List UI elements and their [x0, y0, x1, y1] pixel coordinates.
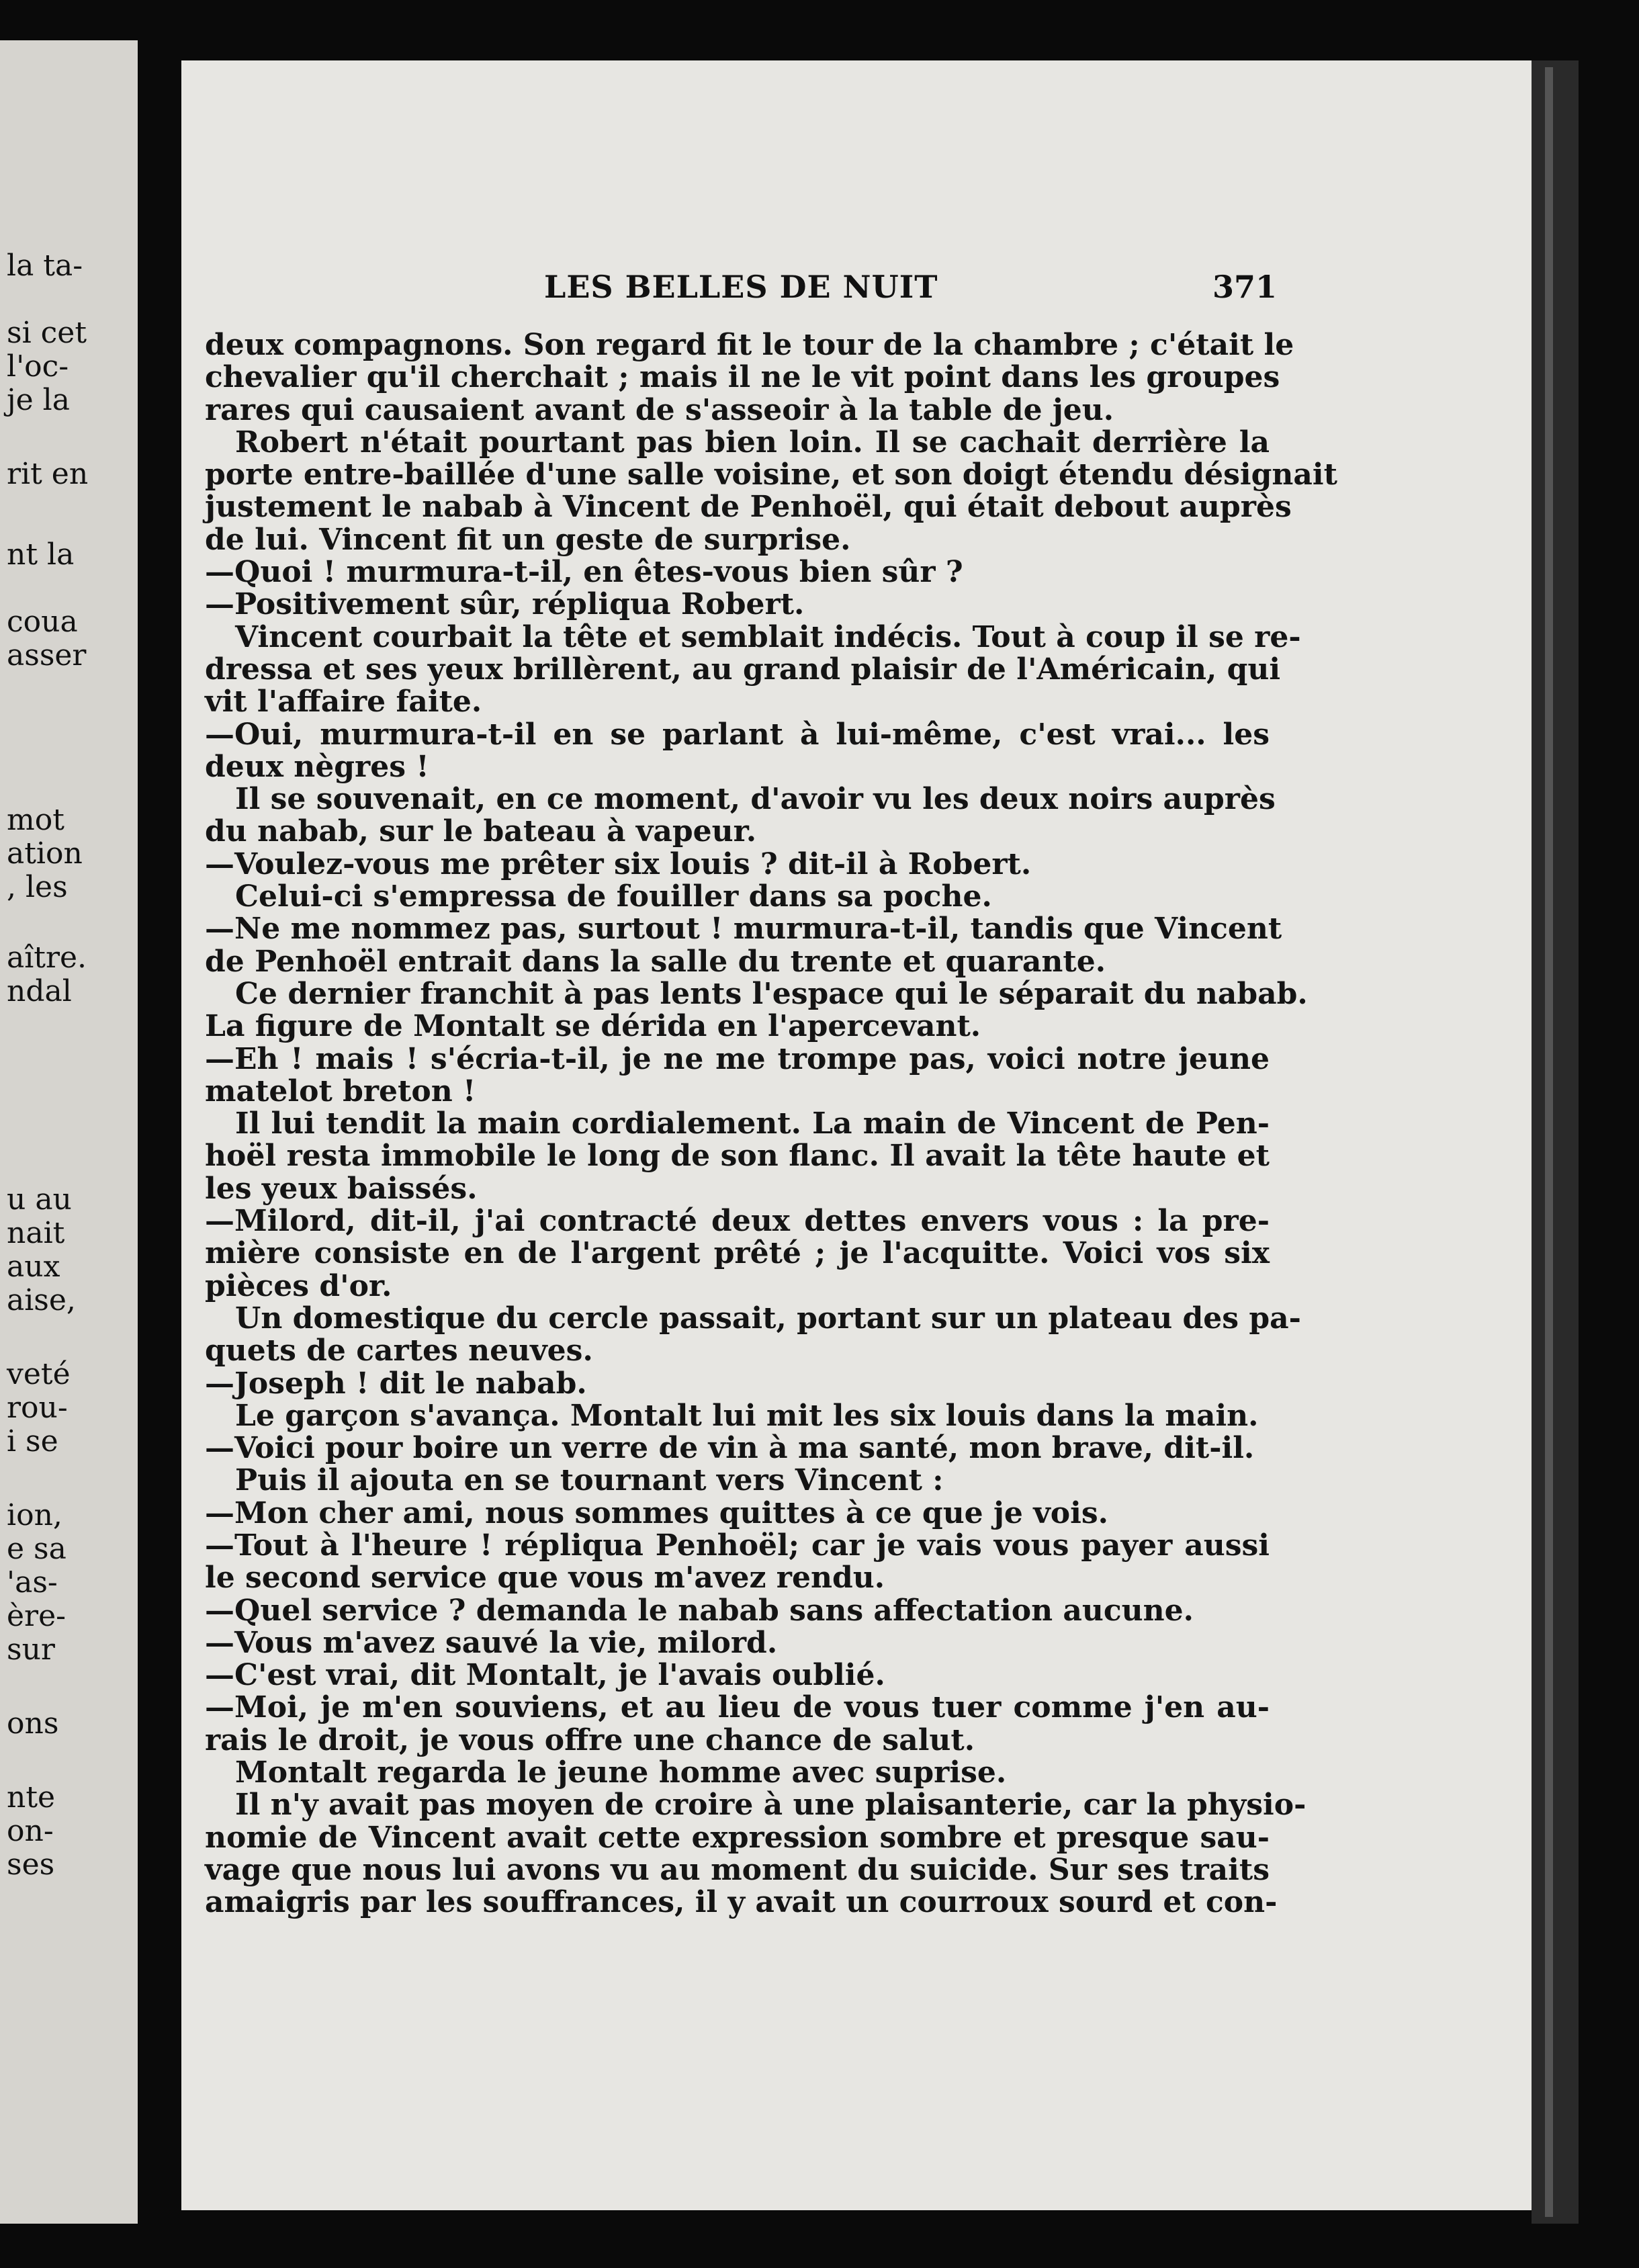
facing-page-fragment: si cet	[7, 316, 87, 350]
facing-page-fragment: , les	[7, 870, 68, 904]
facing-page-fragment: asser	[7, 638, 87, 672]
text-line: Celui-ci s'empressa de fouiller dans sa poche.	[235, 879, 992, 914]
facing-page-fragment: aise,	[7, 1283, 76, 1317]
text-line: Le garçon s'avança. Montalt lui mit les six louis dans la main.	[235, 1398, 1259, 1433]
page-stack-edge	[1532, 60, 1579, 2224]
text-line: quets de cartes neuves.	[205, 1334, 593, 1368]
text-line: mière consiste en de l'argent prêté ; je l'acquitte. Voici vos six	[205, 1236, 1270, 1271]
facing-page-edge	[0, 40, 138, 2224]
text-line: Vincent courbait la tête et semblait indécis. Tout à coup il se re-	[235, 619, 1301, 654]
text-line: Un domestique du cercle passait, portant sur un plateau des pa-	[235, 1301, 1301, 1336]
text-line: amaigris par les souffrances, il y avait un courroux sourd et con-	[205, 1885, 1278, 1920]
facing-page-fragment: 'as-	[7, 1565, 58, 1600]
facing-page-fragment: aux	[7, 1250, 60, 1284]
text-line: —Milord, dit-il, j'ai contracté deux dettes envers vous : la pre-	[205, 1204, 1270, 1239]
text-line: —Voici pour boire un verre de vin à ma santé, mon brave, dit-il.	[205, 1431, 1255, 1466]
text-line: Il lui tendit la main cordialement. La main de Vincent de Pen-	[235, 1106, 1270, 1141]
text-line: le second service que vous m'avez rendu.	[205, 1561, 885, 1596]
text-line: vage que nous lui avons vu au moment du suicide. Sur ses traits	[205, 1852, 1270, 1887]
text-line: La figure de Montalt se dérida en l'apercevant.	[205, 1009, 981, 1044]
facing-page-fragment: ndal	[7, 974, 72, 1008]
text-line: —Ne me nommez pas, surtout ! murmura-t-il, tandis que Vincent	[205, 912, 1282, 947]
text-line: —Eh ! mais ! s'écria-t-il, je ne me trompe pas, voici notre jeune	[205, 1041, 1270, 1076]
facing-page-fragment: aître.	[7, 941, 87, 975]
text-line: —Mon cher ami, nous sommes quittes à ce que je vois.	[205, 1495, 1108, 1530]
text-line: vit l'affaire faite.	[205, 685, 482, 719]
facing-page-fragment: ses	[7, 1847, 55, 1882]
facing-page-fragment: ère-	[7, 1599, 66, 1633]
text-line: chevalier qu'il cherchait ; mais il ne le vit point dans les groupes	[205, 360, 1280, 395]
text-line: rares qui causaient avant de s'asseoir à la table de jeu.	[205, 392, 1114, 427]
facing-page-fragment: i se	[7, 1424, 58, 1458]
text-line: matelot breton !	[205, 1074, 476, 1108]
page-body-text	[205, 328, 1337, 1920]
facing-page-fragment: sur	[7, 1632, 55, 1667]
facing-page-fragment: u au	[7, 1182, 72, 1217]
text-line: de Penhoël entrait dans la salle du trente et quarante.	[205, 944, 1106, 979]
text-line: pièces d'or.	[205, 1268, 392, 1303]
facing-page-fragment: nait	[7, 1216, 65, 1250]
text-line: nomie de Vincent avait cette expression sombre et presque sau-	[205, 1820, 1270, 1855]
text-line: —Tout à l'heure ! répliqua Penhoël; car je vais vous payer aussi	[205, 1528, 1270, 1563]
facing-page-fragment: mot	[7, 803, 64, 837]
text-line: Ce dernier franchit à pas lents l'espace qui le séparait du nabab.	[235, 976, 1308, 1011]
facing-page-fragment: ons	[7, 1706, 59, 1741]
text-line: Puis il ajouta en se tournant vers Vincent :	[235, 1463, 944, 1498]
page-stack-edge-line	[1545, 67, 1553, 2217]
facing-page-fragment: ation	[7, 836, 83, 871]
text-line: Il n'y avait pas moyen de croire à une plaisanterie, car la physio-	[235, 1788, 1306, 1823]
text-line: hoël resta immobile le long de son flanc. Il avait la tête haute et	[205, 1139, 1270, 1174]
facing-page-fragment: l'oc-	[7, 349, 69, 384]
facing-page-fragment: la ta-	[7, 249, 83, 283]
text-line: —Vous m'avez sauvé la vie, milord.	[205, 1625, 778, 1660]
text-line: —Oui, murmura-t-il en se parlant à lui-même, c'est vrai... les	[205, 717, 1270, 752]
text-line: deux compagnons. Son regard fit le tour de la chambre ; c'était le	[205, 328, 1294, 362]
text-line: Robert n'était pourtant pas bien loin. Il se cachait derrière la	[235, 425, 1270, 460]
text-line: rais le droit, je vous offre une chance de salut.	[205, 1722, 975, 1757]
text-line: —Quoi ! murmura-t-il, en êtes-vous bien sûr ?	[205, 555, 963, 590]
text-line: —Joseph ! dit le nabab.	[205, 1366, 587, 1401]
text-line: Il se souvenait, en ce moment, d'avoir vu les deux noirs auprès	[235, 782, 1276, 817]
facing-page-fragment: veté	[7, 1357, 71, 1391]
text-line: Montalt regarda le jeune homme avec suprise.	[235, 1755, 1007, 1790]
facing-page-fragment: nt la	[7, 537, 75, 572]
facing-page-fragment: je la	[7, 383, 70, 417]
text-line: justement le nabab à Vincent de Penhoël, qui était debout auprès	[205, 490, 1292, 525]
facing-page-fragment: ion,	[7, 1498, 62, 1532]
facing-page-fragment: rit en	[7, 457, 89, 491]
text-line: deux nègres !	[205, 749, 429, 784]
text-line: les yeux baissés.	[205, 1171, 478, 1206]
text-line: —Positivement sûr, répliqua Robert.	[205, 587, 805, 622]
page-number: 371	[1212, 269, 1278, 305]
facing-page-fragment: on-	[7, 1814, 54, 1848]
text-line: du nabab, sur le bateau à vapeur.	[205, 814, 757, 849]
text-line: —C'est vrai, dit Montalt, je l'avais oublié.	[205, 1658, 885, 1693]
text-line: dressa et ses yeux brillèrent, au grand plaisir de l'Américain, qui	[205, 652, 1281, 687]
facing-page-fragment: nte	[7, 1780, 56, 1815]
facing-page-fragment: rou-	[7, 1391, 68, 1425]
facing-page-fragment: e sa	[7, 1532, 67, 1566]
text-line: —Quel service ? demanda le nabab sans affectation aucune.	[205, 1593, 1194, 1628]
text-line: —Moi, je m'en souviens, et au lieu de vous tuer comme j'en au-	[205, 1690, 1270, 1725]
text-line: —Voulez-vous me prêter six louis ? dit-il à Robert.	[205, 846, 1032, 881]
running-head: LES BELLES DE NUIT	[544, 269, 938, 305]
text-line: porte entre-baillée d'une salle voisine, et son doigt étendu désignait	[205, 457, 1337, 492]
facing-page-fragment: coua	[7, 605, 78, 639]
text-line: de lui. Vincent fit un geste de surprise.	[205, 522, 851, 557]
